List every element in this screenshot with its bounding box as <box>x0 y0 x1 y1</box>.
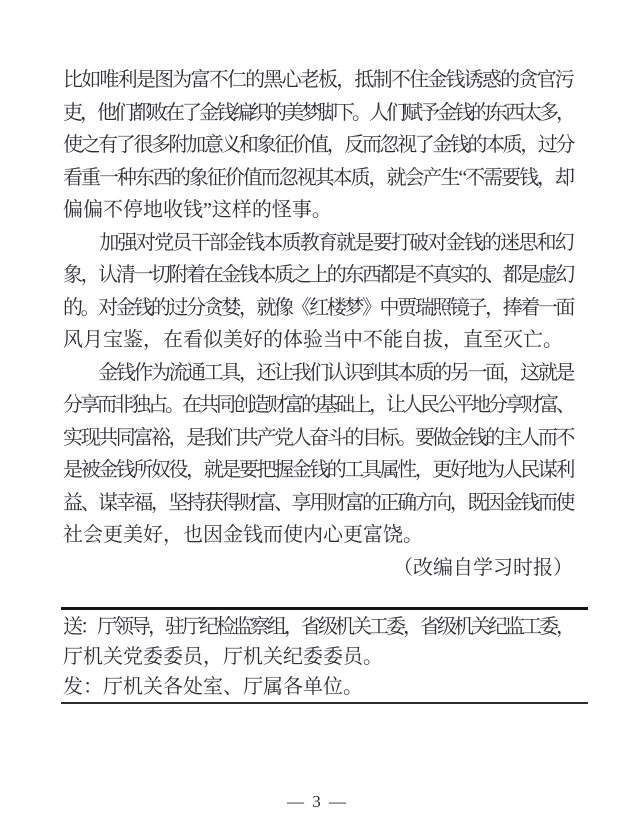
text-line <box>63 519 573 552</box>
distribution-block <box>61 607 588 704</box>
text-line-content: 金钱作为流通工具，还让我们认识到其本质的另一面，这就是 <box>63 361 573 384</box>
send-list-text: 送：厅领导，驻厅纪检监察组，省级机关工委，省级机关纪监工委， <box>63 616 573 638</box>
text-line <box>63 422 573 455</box>
text-line <box>63 194 573 227</box>
text-line <box>63 292 573 325</box>
text-line-content: 使之有了很多附加意义和象征价值，反而忽视了金钱的本质，过分 <box>63 134 573 156</box>
send-list-line <box>63 642 573 672</box>
paragraph-3 <box>63 357 573 552</box>
separator-line-bottom <box>61 702 588 704</box>
text-line-content: 偏偏不停地收钱”这样的怪事。 <box>63 199 332 221</box>
text-line-content: 吏，他们都败在了金钱编织的美梦脚下。人们赋予金钱的东西太多， <box>63 101 573 124</box>
text-line-content: 是被金钱所奴役，就是要把握金钱的工具属性，更好地为人民谋利 <box>63 459 573 481</box>
text-line <box>63 324 573 357</box>
text-line-content: 的。对金钱的过分贪婪，就像《红楼梦》中贾瑞照镜子，捧着一面 <box>63 296 573 319</box>
text-line-content: 看重一种东西的象征价值而忽视其本质，就会产生“不需要钱，却 <box>63 166 573 189</box>
text-line <box>63 357 573 390</box>
text-line-content: 象，认清一切附着在金钱本质之上的东西都是不真实的、都是虚幻 <box>63 264 573 286</box>
text-line <box>63 227 573 260</box>
source-attribution-text: （改编自学习时报） <box>393 556 573 579</box>
paragraph-2 <box>63 227 573 357</box>
text-line <box>63 97 573 130</box>
text-line-content: 益、谋幸福，坚持获得财富、享用财富的正确方向，既因金钱而使 <box>63 491 573 514</box>
text-line <box>63 162 573 195</box>
text-line-content: 风月宝鉴，在看似美好的体验当中不能自拔，直至灭亡。 <box>63 329 563 351</box>
issue-list-text: 发：厅机关各处室、厅属各单位。 <box>63 676 363 698</box>
text-line <box>63 487 573 520</box>
text-line <box>63 64 573 97</box>
source-attribution <box>63 552 573 585</box>
issue-list-line <box>63 672 573 702</box>
send-list-line <box>63 612 573 642</box>
text-line-content: 实现共同富裕，是我们共产党人奋斗的目标。要做金钱的主人而不 <box>63 426 573 449</box>
page-number <box>0 792 635 812</box>
distribution-text <box>61 610 588 702</box>
text-line <box>63 129 573 162</box>
document-body <box>63 64 573 584</box>
paragraph-1 <box>63 64 573 227</box>
text-line-content: 分享而非独占。在共同创造财富的基础上，让人民公平地分享财富、 <box>63 394 573 416</box>
text-line <box>63 259 573 292</box>
text-line <box>63 389 573 422</box>
text-line <box>63 454 573 487</box>
page-number-text: — 3 — <box>287 792 348 811</box>
text-line-content: 比如唯利是图为富不仁的黑心老板，抵制不住金钱诱惑的贪官污 <box>63 69 573 91</box>
text-line-content: 社会更美好，也因金钱而使内心更富饶。 <box>63 524 423 546</box>
send-list-text: 厅机关党委委员，厅机关纪委委员。 <box>63 646 383 668</box>
text-line-content: 加强对党员干部金钱本质教育就是要打破对金钱的迷思和幻 <box>63 231 573 254</box>
